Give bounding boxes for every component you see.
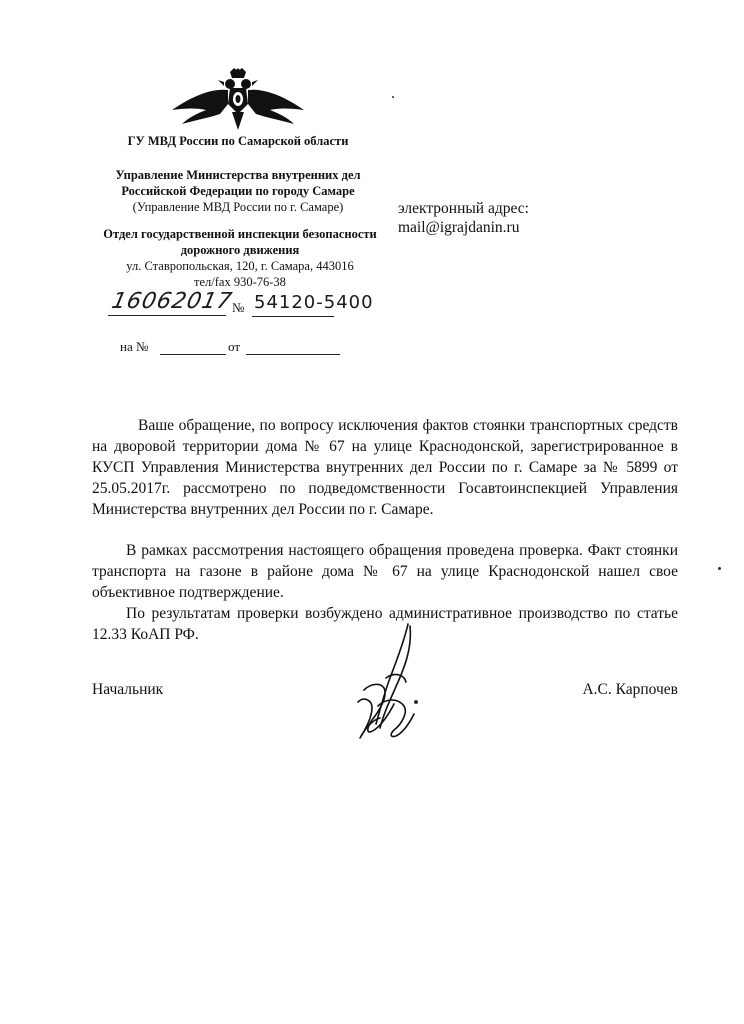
body-paragraph-2: В рамках рассмотрения настоящего обращения проведена проверка. Факт стоянки транспорта на газоне в районе дома № 67 на улице Краснодонской нашел свое объективное подтверждение. [92, 542, 678, 601]
department-line-1: Управление Министерства внутренних дел [115, 168, 361, 182]
reference-date-blank [246, 354, 340, 355]
ink-speck [414, 700, 418, 704]
address: ул. Ставропольская, 120, г. Самара, 443016 [126, 259, 354, 273]
handwritten-date: 16062017 [109, 289, 235, 314]
reference-number-blank [160, 354, 226, 355]
department-line-3: (Управление МВД России по г. Самаре) [132, 200, 344, 214]
signatory-title: Начальник [92, 681, 164, 698]
phone-fax: тел/fax 930-76-38 [194, 275, 286, 289]
double-headed-eagle-emblem-icon [172, 68, 304, 132]
email-label: электронный адрес: [398, 200, 529, 217]
reference-number-label: на № [120, 339, 149, 354]
number-underline [252, 316, 334, 317]
email-value: mail@igrajdanin.ru [398, 219, 520, 236]
signatory-name: А.С. Карпочев [582, 681, 678, 698]
ink-speck [392, 96, 394, 98]
handwritten-signature-icon [350, 620, 430, 748]
number-sign: № [232, 300, 245, 315]
organization-title: ГУ МВД России по Самарской области [127, 134, 349, 148]
body-paragraph-1: Ваше обращение, по вопросу исключения фактов стоянки транспортных средств на дворовой территории дома № 67 на улице Краснодонской, зарегистрированное в КУСП Управления Министерства внутренних дел России по г. Самаре за № 5899 от 25.05.2017г. рассмотрено по подведомственности Госавтоинспекцией Управления Министерства внутренних дел России по г. Самаре. [92, 417, 678, 518]
handwritten-outgoing-number: 54120-5400 [254, 292, 374, 313]
department-line-2: Российской Федерации по городу Самаре [121, 184, 355, 198]
ink-speck [718, 567, 721, 570]
body-paragraph-3: По результатам проверки возбуждено административное производство по статье 12.33 КоАП РФ. [92, 605, 678, 643]
unit-line-2: дорожного движения [180, 243, 300, 257]
date-underline [108, 315, 226, 316]
unit-line-1: Отдел государственной инспекции безопасности [103, 227, 377, 241]
reference-date-label: от [228, 339, 241, 354]
